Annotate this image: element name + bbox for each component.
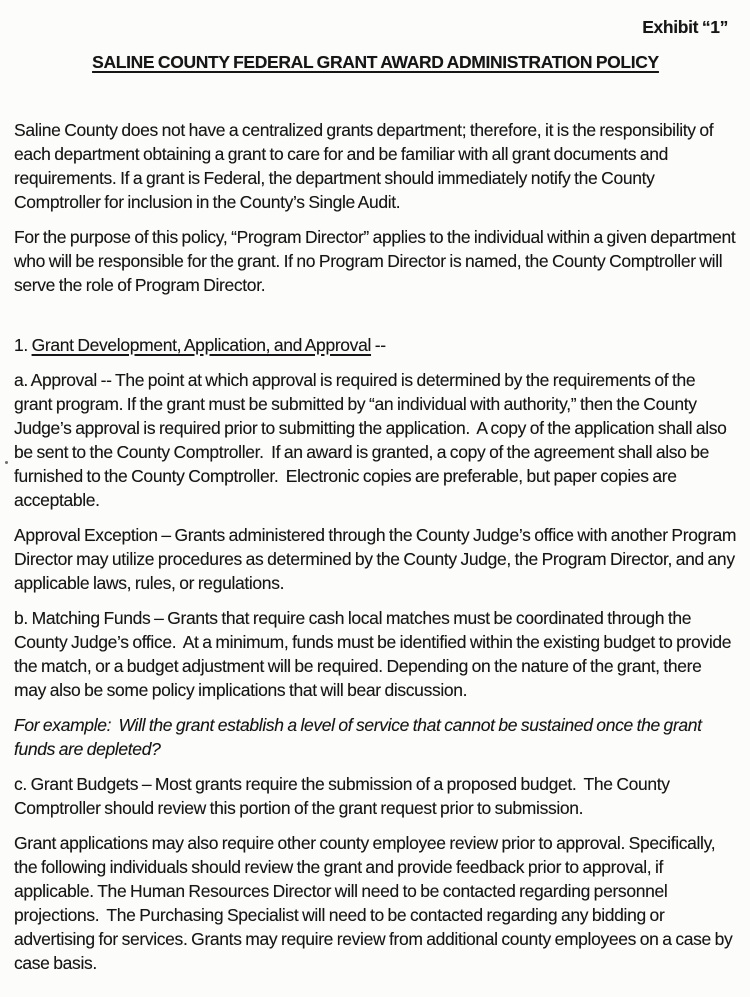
paragraph-approval: a. Approval -- The point at which approval is required is determined by the requirements of the grant program. If the grant must be submitted by “an individual with authority,” then the County Judge’s approval is required prior to submitting the application. A copy of the application shall also be sent to the County Comptroller. If an award is granted, a copy of the agreement shall also be furnished to the County Comptroller. Electronic copies are preferable, but paper copies are acceptable.: [14, 370, 731, 510]
section-1-heading-suffix: --: [371, 335, 386, 355]
section-1-heading-text: Grant Development, Application, and Approval: [31, 335, 372, 355]
paragraph-employee-review: Grant applications may also require other county employee review prior to approval. Specifically, the following individuals should review the grant and provide feedback prior to approval, if applicable. The Human Resources Director will need to be contacted regarding personnel projections. The Purchasing Specialist will need to be contacted regarding any bidding or advertising for services. Grants may require review from additional county employees on a case by case basis.: [14, 833, 737, 973]
section-1-number: 1.: [14, 335, 32, 355]
exhibit-label: Exhibit “1”: [642, 17, 728, 37]
paragraph-approval-exception: Approval Exception – Grants administered through the County Judge’s office with another Program Director may utilize procedures as determined by the County Judge, the Program Director, and any applicable laws, rules, or regulations.: [14, 525, 740, 593]
paragraph-grant-budgets: c. Grant Budgets – Most grants require the submission of a proposed budget. The County Comptroller should review this portion of the grant request prior to submission.: [14, 774, 674, 818]
paragraph-matching-funds: b. Matching Funds – Grants that require cash local matches must be coordinated through the County Judge’s office. At a minimum, funds must be identified within the existing budget to provide the match, or a budget adjustment will be required. Depending on the nature of the grant, there may also be some policy implications that will bear discussion.: [14, 608, 735, 700]
document-title-text: SALINE COUNTY FEDERAL GRANT AWARD ADMINISTRATION POLICY: [92, 52, 659, 72]
intro-paragraph-2: For the purpose of this policy, “Program Director” applies to the individual within a given department who will be responsible for the grant. If no Program Director is named, the County Comptroller will serve the role of Program Director.: [14, 227, 740, 295]
paragraph-example-question: For example: Will the grant establish a level of service that cannot be sustained once the grant funds are depleted?: [14, 715, 706, 759]
section-1-heading: [14, 333, 737, 357]
intro-paragraph-1: Saline County does not have a centralized grants department; therefore, it is the responsibility of each department obtaining a grant to care for and be familiar with all grant documents and requirements. If a grant is Federal, the department should immediately notify the County Comptroller for inclusion in the County’s Single Audit.: [14, 120, 718, 212]
scan-artifact-dot: [5, 461, 8, 464]
document-title: [14, 50, 737, 74]
